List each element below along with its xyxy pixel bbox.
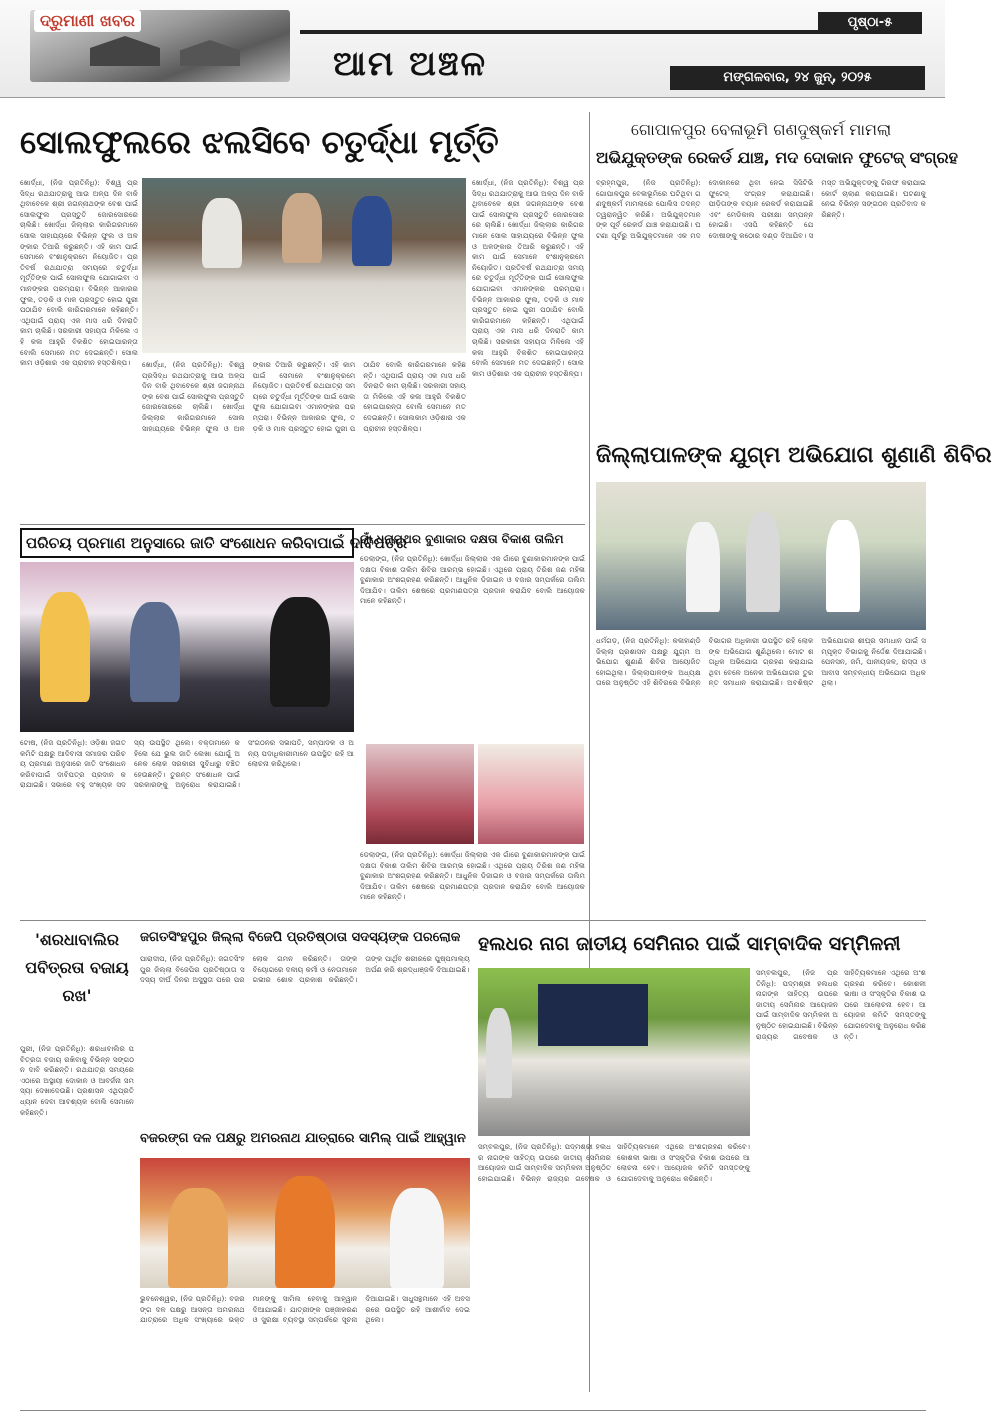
story-haldhar-body-left: ସମ୍ବଲପୁର, (ନିଜ ପ୍ରତିନିଧି): ପଦ୍ମଶ୍ରୀ ହଲଧର ନାଗଙ୍କ ସାହିତ୍ୟ ଉପରେ ଜାତୀୟ ସେମିନାର ଆୟୋଜନ ପାଇଁ ସାମ୍ବାଦିକ ସମ୍ମିଳନୀ ଅନୁଷ୍ଠିତ ହୋଇଯାଇଛି। ବିଭିନ୍ନ ରାଜ୍ୟର ଗବେଷକ ଓ ସାହିତ୍ୟିକମାନେ ଏଥିରେ ଅଂଶଗ୍ରହଣ କରିବେ। କୋଶଳୀ ଭାଷା ଓ ସଂସ୍କୃତିର ବିକାଶ ଉପରେ ଆଲୋଚନା ହେବ। ଆୟୋଜକ କମିଟି ସମସ୍ତଙ୍କୁ ଯୋଗଦେବାକୁ ଅନୁରୋଧ କରିଛନ୍ତି।: [478, 1142, 750, 1183]
story-grievance-body: ଧର୍ମଗଡ଼, (ନିଜ ପ୍ରତିନିଧି): କଳାହାଣ୍ଡି ଜିଲ୍ଲା ପ୍ରଶାସନ ପକ୍ଷରୁ ଯୁଗ୍ମ ଅଭିଯୋଗ ଶୁଣାଣି ଶିବିର ଆୟୋଜିତ ହୋଇଥିଲା। ଜିଲ୍ଲାପାଳଙ୍କ ଅଧ୍ୟକ୍ଷତାରେ ଅନୁଷ୍ଠିତ ଏହି ଶିବିରରେ ବିଭିନ୍ନ ବିଭାଗର ଅଧିକାରୀ ଉପସ୍ଥିତ ରହି ଲୋକଙ୍କ ଅଭିଯୋଗ ଶୁଣିଥିଲେ। ମୋଟ ଶତାଧିକ ଅଭିଯୋଗ ଗ୍ରହଣ କରାଯାଇଥିବା ବେଳେ ଅନେକ ଅଭିଯୋଗର ତୁରନ୍ତ ସମାଧାନ କରାଯାଇଛି। ଅବଶିଷ୍ଟ ଅଭିଯୋଗର ଶୀଘ୍ର ସମାଧାନ ପାଇଁ ସମ୍ପୃକ୍ତ ବିଭାଗକୁ ନିର୍ଦ୍ଦେଶ ଦିଆଯାଇଛି। ପେନସନ, ଜମି, ପାନୀୟଜଳ, ରାସ୍ତା ଓ ଆବାସ ସମ୍ବନ୍ଧୀୟ ଅଭିଯୋଗ ଅଧିକ ଥିଲା।: [596, 636, 926, 688]
row-divider: [20, 524, 585, 525]
photo-weaver-group: [366, 744, 474, 844]
dateline: ମଙ୍ଗଳବାର, ୨୪ ଜୁନ୍, ୨୦୨୫: [670, 66, 925, 90]
photo-weaver-banner: [478, 744, 584, 844]
photo-bajrang-dal: [140, 1158, 470, 1288]
story-weaver-body: ଡେଲାଙ୍ଗ, (ନିଜ ପ୍ରତିନିଧି): ଖୋର୍ଦ୍ଧା ଜିଲ୍ଲାର ଏକ ଗାଁରେ ବୁଣାକାରମାନଙ୍କ ପାଇଁ ଦକ୍ଷତା ବିକାଶ ତାଲିମ ଶିବିର ଆରମ୍ଭ ହୋଇଛି। ଏଥିରେ ପ୍ରାୟ ତିରିଶ ଜଣ ମହିଳା ବୁଣାକାର ଅଂଶଗ୍ରହଣ କରିଛନ୍ତି। ଆଧୁନିକ ଡିଜାଇନ ଓ ବଜାର ସମ୍ପର୍କରେ ତାଲିମ ଦିଆଯିବ। ତାଲିମ ଶେଷରେ ପ୍ରମାଣପତ୍ର ପ୍ରଦାନ କରାଯିବ ବୋଲି ଆୟୋଜକମାନେ କହିଛନ୍ତି।: [360, 554, 585, 606]
row-divider-2: [20, 920, 926, 921]
headline-weaver-training: ଗାଁ ଧନାପଥର ବୁଣାକାର ଦକ୍ଷତା ବିକାଶ ତାଲିମ: [360, 532, 564, 546]
headline-caste-correction: ପରିଚୟ ପ୍ରମାଣ ଅନୁସାରେ ଜାତି ସଂଶୋଧନ କରିବାପାଇଁ ଦାବିପତ୍ର: [20, 528, 354, 558]
newspaper-brand: ଦ୍ରୁମାଣୀ ଖବର: [34, 10, 141, 32]
headline-shradhabali: 'ଶରଧାବାଲିର ପବିତ୍ରତା ବଜାୟ ରଖ': [25, 930, 129, 1005]
story-bajrang-body: ଭୁବନେଶ୍ୱର, (ନିଜ ପ୍ରତିନିଧି): ବଜରଙ୍ଗ ଦଳ ପକ୍ଷରୁ ଆସନ୍ତା ଅମରନାଥ ଯାତ୍ରାରେ ଅଧିକ ସଂଖ୍ୟାରେ ଭକ୍ତମାନଙ୍କୁ ସାମିଲ ହେବାକୁ ଆହ୍ୱାନ ଦିଆଯାଇଛି। ଯାତ୍ରୀଙ୍କ ପଞ୍ଜୀକରଣ ଓ ସୁରକ୍ଷା ବ୍ୟବସ୍ଥା ସମ୍ପର୍କରେ ସୂଚନା ଦିଆଯାଇଛି। ସାଧୁସନ୍ଥମାନେ ଏହି ଅବସରରେ ଉପସ୍ଥିତ ରହି ଆଶୀର୍ବାଦ ଦେଇଥିଲେ।: [140, 1294, 470, 1325]
story-weaver-body-cont: ଡେଲାଙ୍ଗ, (ନିଜ ପ୍ରତିନିଧି): ଖୋର୍ଦ୍ଧା ଜିଲ୍ଲାର ଏକ ଗାଁରେ ବୁଣାକାରମାନଙ୍କ ପାଇଁ ଦକ୍ଷତା ବିକାଶ ତାଲିମ ଶିବିର ଆରମ୍ଭ ହୋଇଛି। ଏଥିରେ ପ୍ରାୟ ତିରିଶ ଜଣ ମହିଳା ବୁଣାକାର ଅଂଶଗ୍ରହଣ କରିଛନ୍ତି। ଆଧୁନିକ ଡିଜାଇନ ଓ ବଜାର ସମ୍ପର୍କରେ ତାଲିମ ଦିଆଯିବ। ତାଲିମ ଶେଷରେ ପ୍ରମାଣପତ୍ର ପ୍ରଦାନ କରାଯିବ ବୋଲି ଆୟୋଜକମାନେ କହିଛନ୍ତି।: [360, 850, 585, 902]
headline-accused-records: ଅଭିଯୁକ୍ତଙ୍କ ରେକର୍ଡ ଯାଞ୍ଚ, ମଦ ଦୋକାନ ଫୁଟେଜ୍ ସଂଗ୍ରହ: [596, 148, 958, 167]
bottom-rule: [20, 1410, 926, 1411]
photo-caste-meeting: [20, 562, 354, 732]
story-bjp-body: ପାରାଦୀପ, (ନିଜ ପ୍ରତିନିଧି): ଜଗତସିଂହପୁର ଜିଲ୍ଲା ବିଜେପିର ପ୍ରତିଷ୍ଠାତା ସଦସ୍ୟ ଦୀର୍ଘ ଦିନର ଅସୁସ୍ଥତା ପରେ ପରଲୋକ ଗମନ କରିଛନ୍ତି। ତାଙ୍କ ବିୟୋଗରେ ଦଳୀୟ କର୍ମୀ ଓ ନେତାମାନେ ଗଭୀର ଶୋକ ପ୍ରକାଶ କରିଛନ୍ତି। ତାଙ୍କ ପାର୍ଥିବ ଶରୀରରେ ପୁଷ୍ପମାଲ୍ୟ ଅର୍ପଣ କରି ଶ୍ରଦ୍ଧାଞ୍ଜଳି ଦିଆଯାଇଛି।: [140, 954, 470, 985]
story-sola-body-col3: ଖୋର୍ଦ୍ଧା, (ନିଜ ପ୍ରତିନିଧି): ବିଶ୍ୱ ପ୍ରସିଦ୍ଧ ରଥଯାତ୍ରାକୁ ଆଉ ଅଳ୍ପ ଦିନ ବାକି ଥିବାବେଳେ ଶ୍ରୀ ଜଗନ୍ନାଥଙ୍କ ବେଶ ପାଇଁ ସୋଲଫୁଲ ପ୍ରସ୍ତୁତି ଜୋରସୋରରେ ଚାଲିଛି। ଖୋର୍ଦ୍ଧା ଜିଲ୍ଲାର କାରିଗରମାନେ ସୋଲ ସାହାଯ୍ୟରେ ବିଭିନ୍ନ ଫୁଲ ଓ ଅଳଙ୍କାର ତିଆରି କରୁଛନ୍ତି। ଏହି କାମ ପାଇଁ ସେମାନେ ବଂଶାନୁକ୍ରମେ ନିୟୋଜିତ। ପ୍ରତିବର୍ଷ ରଥଯାତ୍ରା ସମୟରେ ଚତୁର୍ଦ୍ଧା ମୂର୍ତ୍ତିଙ୍କ ପାଇଁ ସୋଲଫୁଲ ଯୋଗାଇବା ଏମାନଙ୍କର ପରମ୍ପରା। ବିଭିନ୍ନ ଆକାରର ଫୁଲ, ତଡ଼କି ଓ ମାଳ ପ୍ରସ୍ତୁତ ହୋଇ ପୁରୀ ପଠାଯିବ ବୋଲି କାରିଗରମାନେ କହିଛନ୍ତି। ଏଥିପାଇଁ ପ୍ରାୟ ଏକ ମାସ ଧରି ଦିନରାତି କାମ ଚାଲିଛି। ସରକାରୀ ସହାୟତା ମିଳିଲେ ଏହି କଳା ଆହୁରି ବିକଶିତ ହୋଇପାରନ୍ତା ବୋଲି ସେମାନେ ମତ ଦେଇଛନ୍ତି। ସୋଲକାମ ଓଡ଼ିଶାର ଏକ ପ୍ରାଚୀନ ହସ୍ତଶିଳ୍ପ।: [472, 178, 584, 378]
masthead: [0, 0, 945, 98]
story-gopalpur-body: ବ୍ରହ୍ମପୁର, (ନିଜ ପ୍ରତିନିଧି): ଗୋପାଳପୁର ବେଳାଭୂମିରେ ଘଟିଥିବା ଗଣଦୁଷ୍କର୍ମ ମାମଲାରେ ପୋଲିସ ତଦନ୍ତ ତ୍ୱରାନ୍ୱିତ କରିଛି। ଅଭିଯୁକ୍ତମାନଙ୍କ ପୂର୍ବ ରେକର୍ଡ ଯାଞ୍ଚ କରାଯାଉଛି। ଘଟଣା ପୂର୍ବରୁ ଅଭିଯୁକ୍ତମାନେ ଏକ ମଦ ଦୋକାନରେ ଥିବା ନେଇ ସିସିଟିଭି ଫୁଟେଜ୍ ସଂଗ୍ରହ କରାଯାଇଛି। ପୀଡ଼ିତାଙ୍କ ବୟାନ ରେକର୍ଡ କରାଯାଇଛି ଏବଂ ମେଡିକାଲ ପରୀକ୍ଷା ସମ୍ପନ୍ନ ହୋଇଛି। ଏସପି କହିଛନ୍ତି ଯେ ଦୋଷୀଙ୍କୁ କଠୋର ଦଣ୍ଡ ଦିଆଯିବ। ସମସ୍ତ ଅଭିଯୁକ୍ତଙ୍କୁ ଗିରଫ କରାଯାଇ କୋର୍ଟ ଚାଲାଣ କରାଯାଇଛି। ଘଟଣାକୁ ନେଇ ବିଭିନ୍ନ ସଙ୍ଗଠନ ପ୍ରତିବାଦ କରିଛନ୍ତି।: [596, 178, 926, 240]
headline-haldhar-nag: ହଲଧର ନାଗ ଜାତୀୟ ସେମିନାର ପାଇଁ ସାମ୍ବାଦିକ ସମ୍ମିଳନୀ: [478, 933, 901, 955]
photo-press-meet: [478, 968, 750, 1136]
story-sola-body-col1: ଖୋର୍ଦ୍ଧା, (ନିଜ ପ୍ରତିନିଧି): ବିଶ୍ୱ ପ୍ରସିଦ୍ଧ ରଥଯାତ୍ରାକୁ ଆଉ ଅଳ୍ପ ଦିନ ବାକି ଥିବାବେଳେ ଶ୍ରୀ ଜଗନ୍ନାଥଙ୍କ ବେଶ ପାଇଁ ସୋଲଫୁଲ ପ୍ରସ୍ତୁତି ଜୋରସୋରରେ ଚାଲିଛି। ଖୋର୍ଦ୍ଧା ଜିଲ୍ଲାର କାରିଗରମାନେ ସୋଲ ସାହାଯ୍ୟରେ ବିଭିନ୍ନ ଫୁଲ ଓ ଅଳଙ୍କାର ତିଆରି କରୁଛନ୍ତି। ଏହି କାମ ପାଇଁ ସେମାନେ ବଂଶାନୁକ୍ରମେ ନିୟୋଜିତ। ପ୍ରତିବର୍ଷ ରଥଯାତ୍ରା ସମୟରେ ଚତୁର୍ଦ୍ଧା ମୂର୍ତ୍ତିଙ୍କ ପାଇଁ ସୋଲଫୁଲ ଯୋଗାଇବା ଏମାନଙ୍କର ପରମ୍ପରା। ବିଭିନ୍ନ ଆକାରର ଫୁଲ, ତଡ଼କି ଓ ମାଳ ପ୍ରସ୍ତୁତ ହୋଇ ପୁରୀ ପଠାଯିବ ବୋଲି କାରିଗରମାନେ କହିଛନ୍ତି। ଏଥିପାଇଁ ପ୍ରାୟ ଏକ ମାସ ଧରି ଦିନରାତି କାମ ଚାଲିଛି। ସରକାରୀ ସହାୟତା ମିଳିଲେ ଏହି କଳା ଆହୁରି ବିକଶିତ ହୋଇପାରନ୍ତା ବୋଲି ସେମାନେ ମତ ଦେଇଛନ୍ତି। ସୋଲକାମ ଓଡ଼ିଶାର ଏକ ପ୍ରାଚୀନ ହସ୍ତଶିଳ୍ପ।: [20, 178, 138, 368]
headline-bajrang-dal: ବଜରଙ୍ଗ ଦଳ ପକ୍ଷରୁ ଅମରନାଥ ଯାତ୍ରାରେ ସାମିଲ୍ ପାଇଁ ଆହ୍ୱାନ: [140, 1131, 466, 1146]
page-number-label: ପୃଷ୍ଠା-୫: [818, 12, 922, 34]
story-caste-body: ଟୋଷ, (ନିଜ ପ୍ରତିନିଧି): ଓଡ଼ିଶା ଜଗତ କମିଟି ପକ୍ଷରୁ ଆଦିବାସୀ ସମାଜର ପରିଚୟ ପ୍ରମାଣ ଅନୁସାରେ ଜାତି ସଂଶୋଧନ କରିବାପାଇଁ ଦାବିପତ୍ର ପ୍ରଦାନ କରାଯାଇଛି। ସଭାରେ ବହୁ ସଂଖ୍ୟକ ସଦସ୍ୟ ଉପସ୍ଥିତ ଥିଲେ। ବକ୍ତାମାନେ କହିଲେ ଯେ ଭୁଲ ଜାତି ଲେଖା ଯୋଗୁଁ ଅନେକ ଲୋକ ସରକାରୀ ସୁବିଧାରୁ ବଞ୍ଚିତ ହେଉଛନ୍ତି। ତୁରନ୍ତ ସଂଶୋଧନ ପାଇଁ ସରକାରଙ୍କୁ ଅନୁରୋଧ କରାଯାଇଛି। ସଂଗଠନର ସଭାପତି, ସମ୍ପାଦକ ଓ ଅନ୍ୟ ପଦାଧିକାରୀମାନେ ଉପସ୍ଥିତ ରହି ଆଲୋଚନା କରିଥିଲେ।: [20, 738, 354, 790]
photo-sola-artisans: [142, 178, 466, 353]
headline-grievance-camp: ଜିଲ୍ଲାପାଳଙ୍କ ଯୁଗ୍ମ ଅଭିଯୋଗ ଶୁଣାଣି ଶିବିର: [596, 443, 992, 468]
kicker-gopalpur: ଗୋପାଳପୁର ବେଳାଭୂମି ଗଣଦୁଷ୍କର୍ମ ମାମଲା: [630, 120, 892, 139]
story-haldhar-body-right: ସମ୍ବଲପୁର, (ନିଜ ପ୍ରତିନିଧି): ପଦ୍ମଶ୍ରୀ ହଲଧର ନାଗଙ୍କ ସାହିତ୍ୟ ଉପରେ ଜାତୀୟ ସେମିନାର ଆୟୋଜନ ପାଇଁ ସାମ୍ବାଦିକ ସମ୍ମିଳନୀ ଅନୁଷ୍ଠିତ ହୋଇଯାଇଛି। ବିଭିନ୍ନ ରାଜ୍ୟର ଗବେଷକ ଓ ସାହିତ୍ୟିକମାନେ ଏଥିରେ ଅଂଶଗ୍ରହଣ କରିବେ। କୋଶଳୀ ଭାଷା ଓ ସଂସ୍କୃତିର ବିକାଶ ଉପରେ ଆଲୋଚନା ହେବ। ଆୟୋଜକ କମିଟି ସମସ୍ତଙ୍କୁ ଯୋଗଦେବାକୁ ଅନୁରୋଧ କରିଛନ୍ତି।: [756, 968, 926, 1041]
photo-grievance-camp: [596, 482, 926, 630]
story-shradhabali-body: ପୁରୀ, (ନିଜ ପ୍ରତିନିଧି): ଶରଧାବାଲିର ପବିତ୍ରତା ବଜାୟ ରଖିବାକୁ ବିଭିନ୍ନ ସଙ୍ଗଠନ ଦାବି କରିଛନ୍ତି। ରଥଯାତ୍ରା ସମୟରେ ଏଠାରେ ଅସ୍ଥାୟୀ ଦୋକାନ ଓ ଆବର୍ଜନା ସମସ୍ୟା ଦେଖାଦେଉଛି। ପ୍ରଶାସନ ଏଥିପ୍ରତି ଧ୍ୟାନ ଦେବା ଆବଶ୍ୟକ ବୋଲି ସେମାନେ କହିଛନ୍ତି।: [20, 1044, 134, 1117]
story-sola-body-col2: ଖୋର୍ଦ୍ଧା, (ନିଜ ପ୍ରତିନିଧି): ବିଶ୍ୱ ପ୍ରସିଦ୍ଧ ରଥଯାତ୍ରାକୁ ଆଉ ଅଳ୍ପ ଦିନ ବାକି ଥିବାବେଳେ ଶ୍ରୀ ଜଗନ୍ନାଥଙ୍କ ବେଶ ପାଇଁ ସୋଲଫୁଲ ପ୍ରସ୍ତୁତି ଜୋରସୋରରେ ଚାଲିଛି। ଖୋର୍ଦ୍ଧା ଜିଲ୍ଲାର କାରିଗରମାନେ ସୋଲ ସାହାଯ୍ୟରେ ବିଭିନ୍ନ ଫୁଲ ଓ ଅଳଙ୍କାର ତିଆରି କରୁଛନ୍ତି। ଏହି କାମ ପାଇଁ ସେମାନେ ବଂଶାନୁକ୍ରମେ ନିୟୋଜିତ। ପ୍ରତିବର୍ଷ ରଥଯାତ୍ରା ସମୟରେ ଚତୁର୍ଦ୍ଧା ମୂର୍ତ୍ତିଙ୍କ ପାଇଁ ସୋଲଫୁଲ ଯୋଗାଇବା ଏମାନଙ୍କର ପରମ୍ପରା। ବିଭିନ୍ନ ଆକାରର ଫୁଲ, ତଡ଼କି ଓ ମାଳ ପ୍ରସ୍ତୁତ ହୋଇ ପୁରୀ ପଠାଯିବ ବୋଲି କାରିଗରମାନେ କହିଛନ୍ତି। ଏଥିପାଇଁ ପ୍ରାୟ ଏକ ମାସ ଧରି ଦିନରାତି କାମ ଚାଲିଛି। ସରକାରୀ ସହାୟତା ମିଳିଲେ ଏହି କଳା ଆହୁରି ବିକଶିତ ହୋଇପାରନ୍ତା ବୋଲି ସେମାନେ ମତ ଦେଇଛନ୍ତି। ସୋଲକାମ ଓଡ଼ିଶାର ଏକ ପ୍ରାଚୀନ ହସ୍ତଶିଳ୍ପ।: [142, 360, 466, 433]
section-title: ଆମ ଅଞ୍ଚଳ: [332, 44, 488, 84]
headline-sola-flowers: ସୋଲଫୁଲରେ ଝଲସିବେ ଚତୁର୍ଦ୍ଧା ମୂର୍ତ୍ତି: [20, 123, 499, 161]
headline-bjp-founder: ଜଗତସିଂହପୁର ଜିଲ୍ଲା ବିଜେପି ପ୍ରତିଷ୍ଠାତା ସଦସ୍ୟଙ୍କ ପରଲୋକ: [140, 930, 461, 945]
